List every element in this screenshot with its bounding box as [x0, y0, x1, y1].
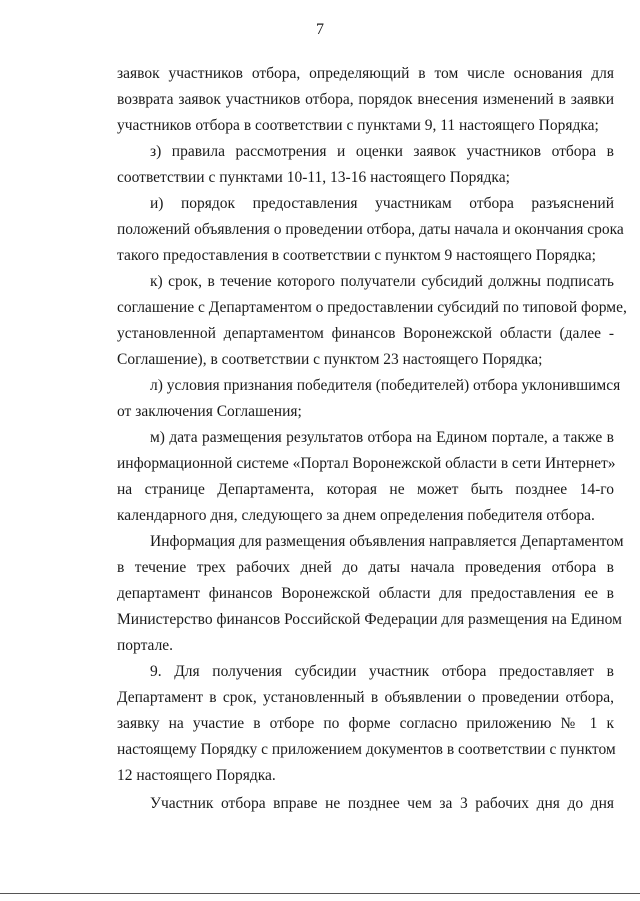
text-line: соглашение с Департаментом о предоставлении субсидий по типовой форме, [117, 299, 627, 316]
text-line: Информация для размещения объявления направляется Департаментом [150, 533, 624, 550]
text-line: и) порядок предоставления участникам отбора разъяснений [150, 195, 614, 212]
text-line: 12 настоящего Порядка. [117, 767, 276, 784]
text-line: возврата заявок участников отбора, порядок внесения изменений в заявки [117, 91, 614, 108]
text-line: такого предоставления в соответствии с пунктом 9 настоящего Порядка; [117, 247, 596, 264]
text-line: з) правила рассмотрения и оценки заявок участников отбора в [150, 143, 614, 160]
text-line: заявок участников отбора, определяющий в том числе основания для [117, 65, 614, 82]
text-line: портале. [117, 637, 174, 654]
text-line: соответствии с пунктами 10-11, 13-16 настоящего Порядка; [117, 169, 510, 186]
text-line: заявку на участие в отборе по форме согласно приложению № 1 к [117, 715, 614, 732]
text-line: л) условия признания победителя (победителей) отбора уклонившимся [150, 377, 621, 394]
text-line: установленной департаментом финансов Воронежской области (далее - [117, 325, 614, 342]
text-line: Соглашение), в соответствии с пунктом 23 настоящего Порядка; [117, 351, 543, 368]
text-line: участников отбора в соответствии с пунктами 9, 11 настоящего Порядка; [117, 117, 599, 134]
bottom-scan-edge [0, 893, 640, 894]
text-line: настоящему Порядку с приложением документов в соответствии с пунктом [117, 741, 616, 758]
text-line: информационной системе «Портал Воронежской области в сети Интернет» [117, 455, 616, 472]
text-line: Министерство финансов Российской Федерации для размещения на Едином [117, 611, 622, 628]
text-line: календарного дня, следующего за днем определения победителя отбора. [117, 507, 595, 524]
text-line: Участник отбора вправе не позднее чем за 3 рабочих дня до дня [150, 795, 614, 812]
text-line: положений объявления о проведении отбора, даты начала и окончания срока [117, 221, 624, 238]
text-line: на странице Департамента, которая не может быть позднее 14-го [117, 481, 614, 498]
text-line: от заключения Соглашения; [117, 403, 302, 420]
text-line: в течение трех рабочих дней до даты начала проведения отбора в [117, 559, 614, 576]
text-line: к) срок, в течение которого получатели субсидий должны подписать [150, 273, 614, 290]
text-line: м) дата размещения результатов отбора на Едином портале, а также в [150, 429, 614, 446]
text-line: департамент финансов Воронежской области для предоставления ее в [117, 585, 614, 602]
text-line: Департамент в срок, установленный в объявлении о проведении отбора, [117, 689, 614, 706]
text-line: 9. Для получения субсидии участник отбора предоставляет в [150, 663, 614, 680]
page-number: 7 [316, 21, 324, 38]
